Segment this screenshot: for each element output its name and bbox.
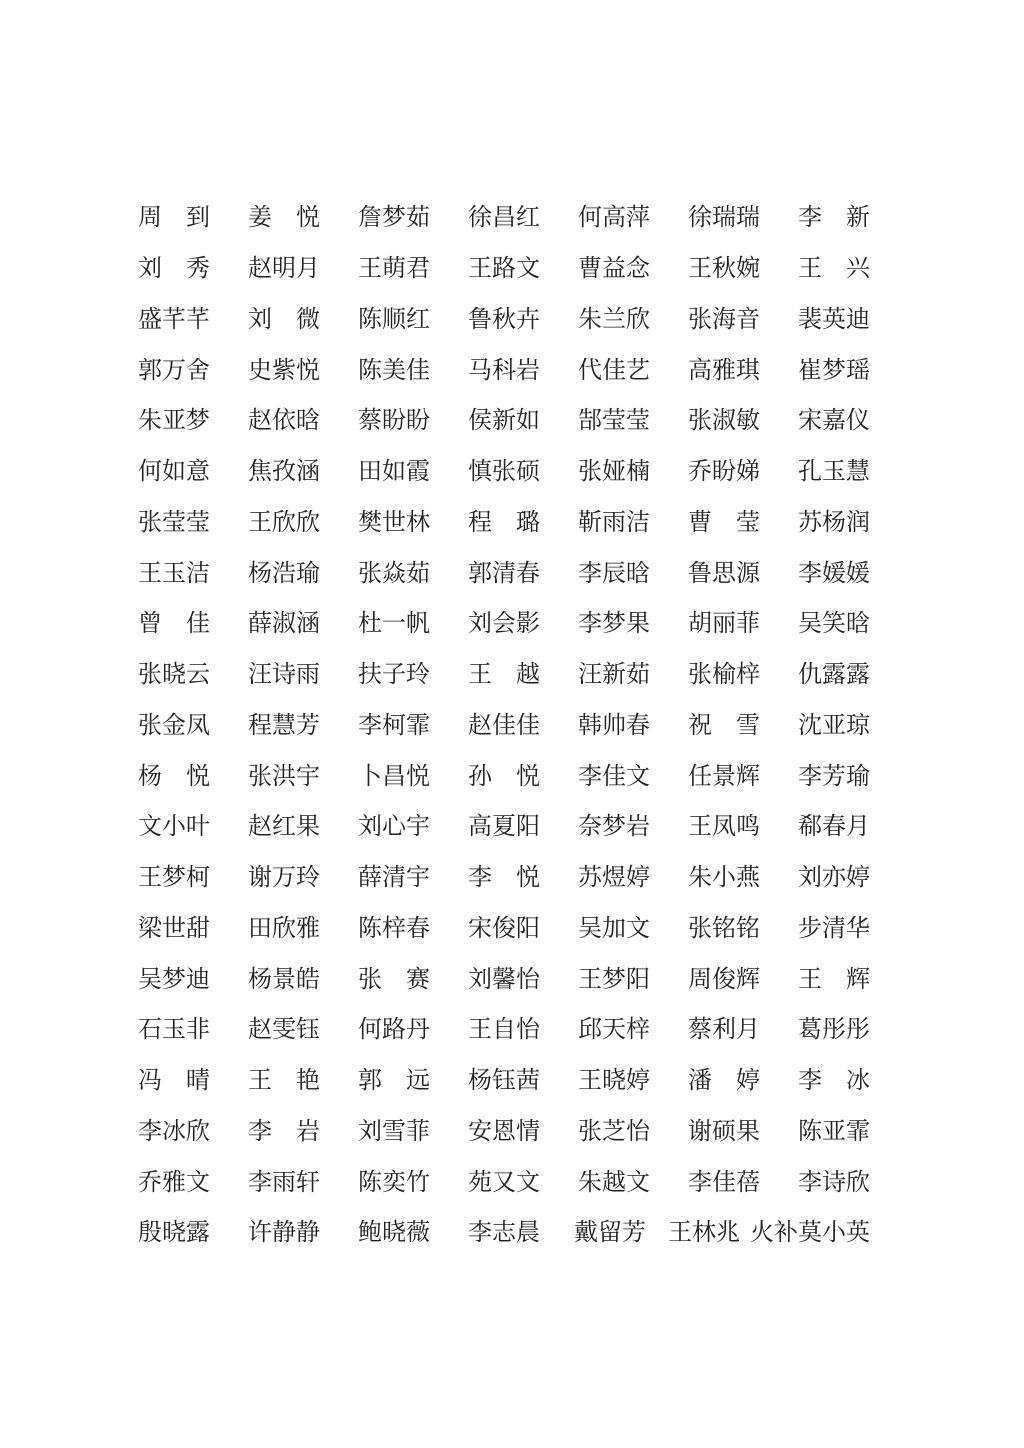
name-row [138, 395, 918, 446]
name-row [138, 1004, 918, 1055]
name-entry: 李 新 [798, 203, 870, 232]
name-entry: 奈梦岩 [578, 812, 650, 841]
name-list [138, 192, 918, 1258]
name-entry: 沈亚琼 [798, 710, 870, 739]
name-entry: 李佳蓓 [688, 1167, 760, 1196]
name-row [138, 1055, 918, 1106]
name-entry: 刘心宇 [358, 812, 430, 841]
name-entry: 汪新茹 [578, 660, 650, 689]
name-entry: 薛淑涵 [248, 609, 320, 638]
name-entry: 陈亚霏 [798, 1116, 870, 1145]
name-entry: 朱亚梦 [138, 406, 210, 435]
name-entry: 李雨轩 [248, 1167, 320, 1196]
name-entry: 孙 悦 [468, 761, 540, 790]
name-entry: 梁世甜 [138, 913, 210, 942]
name-entry: 慎张硕 [468, 457, 540, 486]
name-entry: 韩帅春 [578, 710, 650, 739]
name-entry: 王萌君 [358, 254, 430, 283]
name-row [138, 903, 918, 954]
name-entry: 周俊辉 [688, 964, 760, 993]
name-entry: 吴梦迪 [138, 964, 210, 993]
name-entry: 石玉非 [138, 1015, 210, 1044]
name-entry: 王秋婉 [688, 254, 760, 283]
name-row [138, 446, 918, 497]
name-entry: 郭 远 [358, 1066, 430, 1095]
name-entry: 宋嘉仪 [798, 406, 870, 435]
name-entry: 李 悦 [468, 863, 540, 892]
name-entry: 王欣欣 [248, 507, 320, 536]
name-entry: 张娅楠 [578, 457, 650, 486]
name-entry: 曹 莹 [688, 507, 760, 536]
name-entry: 李冰欣 [138, 1116, 210, 1145]
name-entry: 王 艳 [248, 1066, 320, 1095]
name-entry: 王晓婷 [578, 1066, 650, 1095]
name-entry: 赵雯钰 [248, 1015, 320, 1044]
name-entry: 朱小燕 [688, 863, 760, 892]
name-row [138, 953, 918, 1004]
name-entry: 姜 悦 [248, 203, 320, 232]
name-entry: 刘会影 [468, 609, 540, 638]
name-entry: 张洪宇 [248, 761, 320, 790]
name-entry: 王路文 [468, 254, 540, 283]
name-entry: 火补莫小英 [750, 1218, 870, 1247]
name-entry: 曾 佳 [138, 609, 210, 638]
name-entry: 杜一帆 [358, 609, 430, 638]
name-entry: 胡丽菲 [688, 609, 760, 638]
name-entry: 王梦阳 [578, 964, 650, 993]
name-entry: 王梦柯 [138, 863, 210, 892]
name-entry: 戴留芳 [574, 1218, 646, 1247]
name-row [138, 1156, 918, 1207]
name-entry: 乔盼娣 [688, 457, 760, 486]
name-entry: 程慧芳 [248, 710, 320, 739]
name-entry: 樊世林 [358, 507, 430, 536]
name-entry: 鲁秋卉 [468, 304, 540, 333]
name-entry: 李诗欣 [798, 1167, 870, 1196]
name-entry: 李柯霏 [358, 710, 430, 739]
name-row [138, 344, 918, 395]
name-row [138, 801, 918, 852]
name-entry: 汪诗雨 [248, 660, 320, 689]
name-entry: 王玉洁 [138, 558, 210, 587]
name-entry: 詹梦茹 [358, 203, 430, 232]
name-entry: 何如意 [138, 457, 210, 486]
name-entry: 靳雨洁 [578, 507, 650, 536]
name-entry: 侯新如 [468, 406, 540, 435]
name-entry: 陈美佳 [358, 355, 430, 384]
name-entry: 代佳艺 [578, 355, 650, 384]
name-row [138, 497, 918, 548]
name-entry: 徐瑞瑞 [688, 203, 760, 232]
name-entry: 盛芊芊 [138, 304, 210, 333]
name-entry: 乔雅文 [138, 1167, 210, 1196]
name-entry: 任景辉 [688, 761, 760, 790]
name-entry: 刘雪菲 [358, 1116, 430, 1145]
name-entry: 殷晓露 [138, 1218, 210, 1247]
name-entry: 王 辉 [798, 964, 870, 993]
name-row [138, 852, 918, 903]
name-entry: 张金凤 [138, 710, 210, 739]
name-entry: 朱兰欣 [578, 304, 650, 333]
name-entry: 郜莹莹 [578, 406, 650, 435]
name-entry: 步清华 [798, 913, 870, 942]
name-entry: 王自怡 [468, 1015, 540, 1044]
name-entry: 郗春月 [798, 812, 870, 841]
name-entry: 李 冰 [798, 1066, 870, 1095]
name-row [138, 192, 918, 243]
name-entry: 仇露露 [798, 660, 870, 689]
name-entry: 冯 晴 [138, 1066, 210, 1095]
name-entry: 陈顺红 [358, 304, 430, 333]
name-entry: 苑又文 [468, 1167, 540, 1196]
name-entry: 程 璐 [468, 507, 540, 536]
name-entry: 刘 微 [248, 304, 320, 333]
name-entry: 郭万舍 [138, 355, 210, 384]
name-entry: 张 赛 [358, 964, 430, 993]
name-entry: 李辰晗 [578, 558, 650, 587]
name-entry: 谢硕果 [688, 1116, 760, 1145]
name-entry: 李 岩 [248, 1116, 320, 1145]
name-entry: 陈奕竹 [358, 1167, 430, 1196]
name-entry: 葛彤彤 [798, 1015, 870, 1044]
name-entry: 吴笑晗 [798, 609, 870, 638]
name-entry: 赵佳佳 [468, 710, 540, 739]
name-entry: 张淑敏 [688, 406, 760, 435]
name-entry: 李志晨 [468, 1218, 540, 1247]
name-row [138, 294, 918, 345]
name-entry: 何路丹 [358, 1015, 430, 1044]
name-entry: 焦孜涵 [248, 457, 320, 486]
name-entry: 杨 悦 [138, 761, 210, 790]
name-entry: 蔡盼盼 [358, 406, 430, 435]
name-entry: 田欣雅 [248, 913, 320, 942]
name-entry: 扶子玲 [358, 660, 430, 689]
name-entry: 薛清宇 [358, 863, 430, 892]
name-entry: 卜昌悦 [358, 761, 430, 790]
name-entry: 朱越文 [578, 1167, 650, 1196]
name-entry: 高雅琪 [688, 355, 760, 384]
name-entry: 张晓云 [138, 660, 210, 689]
name-entry: 张莹莹 [138, 507, 210, 536]
name-entry: 裴英迪 [798, 304, 870, 333]
name-entry: 李芳瑜 [798, 761, 870, 790]
name-entry: 张榆梓 [688, 660, 760, 689]
name-entry: 安恩情 [468, 1116, 540, 1145]
name-row [138, 750, 918, 801]
name-entry: 张芝怡 [578, 1116, 650, 1145]
name-entry: 崔梦瑶 [798, 355, 870, 384]
name-row [138, 598, 918, 649]
name-entry: 文小叶 [138, 812, 210, 841]
name-entry: 刘亦婷 [798, 863, 870, 892]
name-entry: 史紫悦 [248, 355, 320, 384]
name-entry: 杨钰茜 [468, 1066, 540, 1095]
name-entry: 高夏阳 [468, 812, 540, 841]
name-entry: 王 越 [468, 660, 540, 689]
name-entry: 张铭铭 [688, 913, 760, 942]
name-row [138, 1207, 918, 1258]
name-entry: 何高萍 [578, 203, 650, 232]
name-entry: 鲁思源 [688, 558, 760, 587]
name-entry: 刘 秀 [138, 254, 210, 283]
name-entry: 孔玉慧 [798, 457, 870, 486]
name-entry: 苏杨润 [798, 507, 870, 536]
name-entry: 李佳文 [578, 761, 650, 790]
name-row [138, 700, 918, 751]
name-entry: 谢万玲 [248, 863, 320, 892]
name-entry: 陈梓春 [358, 913, 430, 942]
name-entry: 王林兆 [668, 1218, 740, 1247]
name-entry: 赵依晗 [248, 406, 320, 435]
name-entry: 祝 雪 [688, 710, 760, 739]
name-entry: 张焱茹 [358, 558, 430, 587]
name-entry: 苏煜婷 [578, 863, 650, 892]
name-entry: 田如霞 [358, 457, 430, 486]
name-entry: 许静静 [248, 1218, 320, 1247]
name-entry: 潘 婷 [688, 1066, 760, 1095]
name-entry: 张海音 [688, 304, 760, 333]
name-entry: 李梦果 [578, 609, 650, 638]
name-entry: 徐昌红 [468, 203, 540, 232]
name-entry: 王凤鸣 [688, 812, 760, 841]
name-entry: 曹益念 [578, 254, 650, 283]
name-entry: 周 到 [138, 203, 210, 232]
name-entry: 郭清春 [468, 558, 540, 587]
name-entry: 刘馨怡 [468, 964, 540, 993]
name-entry: 邱天梓 [578, 1015, 650, 1044]
name-entry: 宋俊阳 [468, 913, 540, 942]
name-entry: 赵红果 [248, 812, 320, 841]
name-row [138, 243, 918, 294]
name-entry: 杨景皓 [248, 964, 320, 993]
name-entry: 吴加文 [578, 913, 650, 942]
name-row [138, 547, 918, 598]
name-row [138, 649, 918, 700]
name-entry: 赵明月 [248, 254, 320, 283]
name-entry: 马科岩 [468, 355, 540, 384]
name-entry: 王 兴 [798, 254, 870, 283]
name-entry: 李媛媛 [798, 558, 870, 587]
name-entry: 杨浩瑜 [248, 558, 320, 587]
name-entry: 蔡利月 [688, 1015, 760, 1044]
name-row [138, 1106, 918, 1157]
name-entry: 鲍晓薇 [358, 1218, 430, 1247]
